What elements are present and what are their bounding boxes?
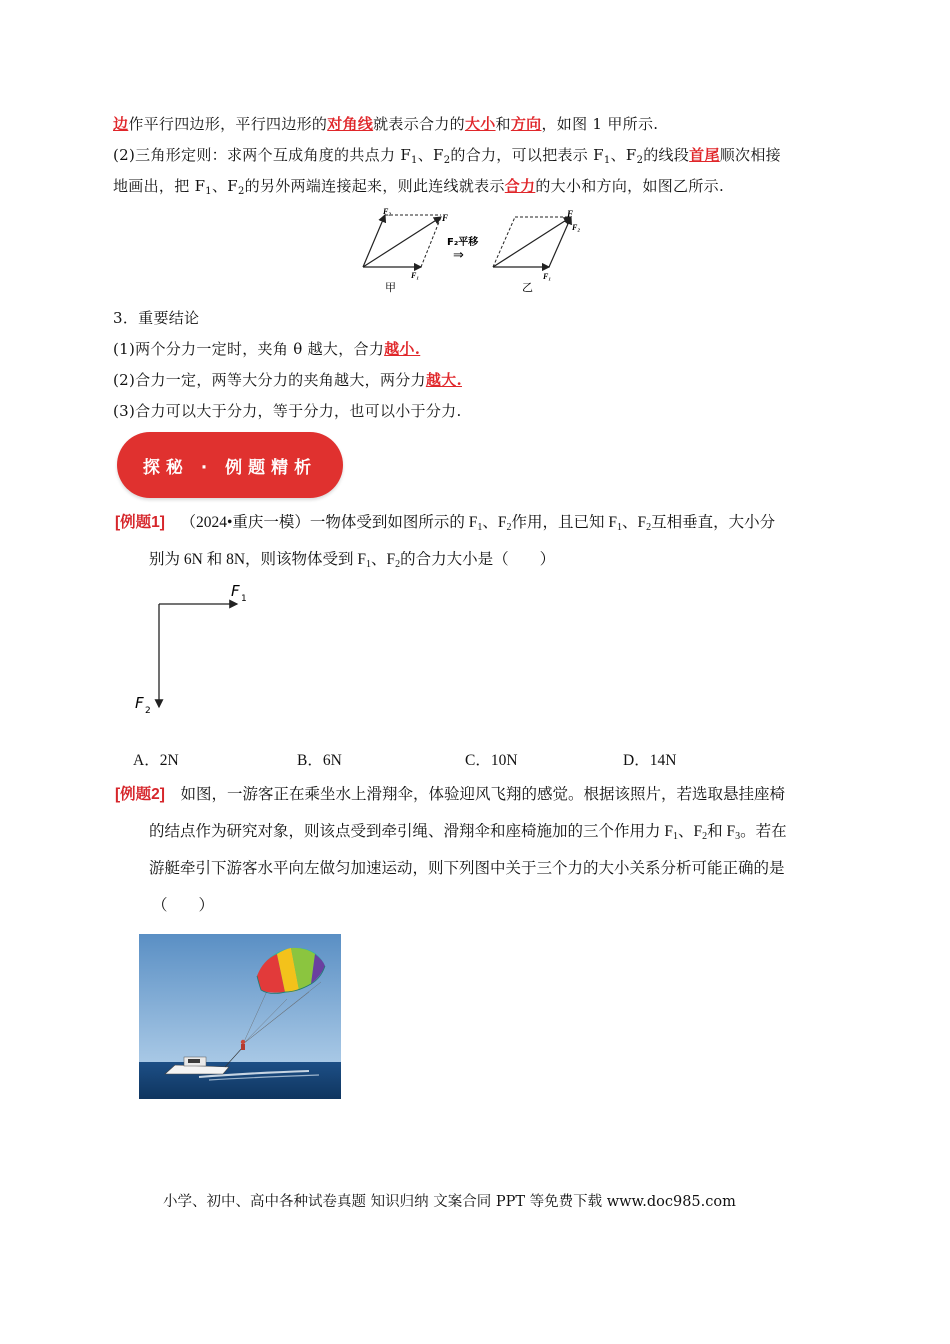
text: 就表示合力的 <box>373 115 465 133</box>
label-F: F <box>567 209 574 219</box>
text: 。若在 <box>740 823 787 840</box>
text: （2024•重庆一模）一物体受到如图所示的 F <box>180 514 478 531</box>
text: (1)两个分力一定时，夹角 θ 越大，合力 <box>113 340 385 358</box>
caption-yi: 乙 <box>522 281 533 294</box>
subscript: 2 <box>237 186 245 197</box>
keyword-head-tail: 首尾 <box>689 146 720 164</box>
text: 的另外两端连接起来，则此连线就表示 <box>244 177 505 195</box>
text: 作平行四边形，平行四边形的 <box>128 115 328 133</box>
example2-tag: [例题2] <box>115 786 165 803</box>
para1-line <box>113 113 658 135</box>
keyword-smaller: 越小. <box>384 340 421 358</box>
text: 、F <box>678 823 703 840</box>
text: 的大小和方向，如图乙所示. <box>535 177 725 195</box>
keyword-larger: 越大. <box>425 371 462 389</box>
text: 、F <box>371 551 396 568</box>
triangle-rule-line2 <box>113 175 724 203</box>
label-F2: F₂ <box>383 207 392 216</box>
option-b[interactable]: B．6N <box>297 752 342 769</box>
label-F1: F <box>231 582 240 600</box>
text: ，如图 1 甲所示. <box>541 115 659 133</box>
subscript: 2 <box>443 155 451 166</box>
banner-label: 探秘 · 例题精析 <box>142 457 318 478</box>
conclusion-1 <box>113 338 420 360</box>
subscript: 1 <box>366 559 372 570</box>
example1-line2 <box>149 549 555 576</box>
example1-line1 <box>115 512 775 539</box>
text: (2)三角形定则：求两个互成角度的共点力 F <box>113 146 412 164</box>
conclusion-2 <box>113 369 462 391</box>
keyword-diagonal: 对角线 <box>327 115 374 133</box>
text: 的合力，可以把表示 F <box>450 146 604 164</box>
subscript: 3 <box>735 831 741 842</box>
text: 、F <box>622 514 647 531</box>
label-F: F <box>442 213 449 223</box>
option-d[interactable]: D．14N <box>623 752 677 769</box>
label-F2: F <box>135 694 144 712</box>
subscript: 1 <box>477 522 483 533</box>
example2-line2 <box>149 821 787 848</box>
text: (2)合力一定，两等大分力的夹角越大，两分力 <box>113 371 426 389</box>
text: 顺次相接 <box>719 146 781 164</box>
text: 的线段 <box>643 146 690 164</box>
text: 作用，且已知 F <box>511 514 618 531</box>
label-F2: F₂ <box>572 223 581 232</box>
figure-yi <box>493 209 580 294</box>
text: 、F <box>482 514 507 531</box>
label-F2-sub: 2 <box>145 706 151 716</box>
subscript: 1 <box>603 155 611 166</box>
keyword-resultant: 合力 <box>504 177 536 195</box>
figure-jia <box>363 207 448 294</box>
parallelogram-figure <box>355 203 595 298</box>
caption-jia: 甲 <box>385 281 396 294</box>
text: 的结点作为研究对象，则该点受到牵引绳、滑翔伞和座椅施加的三个作用力 F <box>149 823 673 840</box>
text: 如图，一游客正在乘坐水上滑翔伞，体验迎风飞翔的感觉。根据该照片，若选取悬挂座椅 <box>180 786 785 803</box>
text: 的合力大小是（ ） <box>400 551 556 568</box>
keyword-magnitude: 大小 <box>464 115 496 133</box>
parasailing-photo <box>139 934 341 1099</box>
option-a[interactable]: A．2N <box>133 752 179 769</box>
subscript: 2 <box>506 522 512 533</box>
text: 、F <box>211 177 238 195</box>
keyword-direction: 方向 <box>510 115 542 133</box>
translate-label: F₂平移 <box>447 237 479 248</box>
text: 互相垂直，大小分 <box>651 514 776 531</box>
label-F1: F₁ <box>411 271 420 280</box>
subscript: 2 <box>702 831 708 842</box>
subscript: 2 <box>395 559 401 570</box>
text: 、F <box>417 146 444 164</box>
example2-line3: 游艇牵引下游客水平向左做匀加速运动，则下列图中关于三个力的大小关系分析可能正确的是 <box>149 860 785 877</box>
text: 和 <box>495 115 511 133</box>
perpendicular-forces-figure <box>130 578 260 718</box>
subscript: 1 <box>617 522 623 533</box>
text: 、F <box>610 146 637 164</box>
label-F1: F₁ <box>543 272 552 281</box>
example1-tag: [例题1] <box>115 514 165 531</box>
subscript: 2 <box>636 155 644 166</box>
text: 和 F <box>707 823 736 840</box>
footer-text: 小学、初中、高中各种试卷真题 知识归纳 文案合同 PPT 等免费下载 www.doc985.com <box>163 1194 736 1210</box>
subscript: 2 <box>646 522 652 533</box>
subscript: 1 <box>205 186 212 197</box>
implies-arrow-icon: ⇒ <box>453 248 464 263</box>
section-banner <box>117 432 343 498</box>
conclusion-3: (3)合力可以大于分力，等于分力，也可以小于分力. <box>113 402 462 420</box>
label-F1-sub: 1 <box>241 594 247 604</box>
text: 地画出，把 F <box>113 177 206 195</box>
example2-line4: （ ） <box>152 897 215 914</box>
keyword-side: 边 <box>113 115 129 133</box>
text: 别为 6N 和 8N，则该物体受到 F <box>149 551 367 568</box>
triangle-rule-line1 <box>113 144 781 172</box>
subscript: 1 <box>411 155 418 166</box>
subscript: 1 <box>673 831 678 842</box>
example2-line1 <box>115 784 785 806</box>
conclusions-heading: 3．重要结论 <box>113 309 200 327</box>
option-c[interactable]: C．10N <box>465 752 518 769</box>
